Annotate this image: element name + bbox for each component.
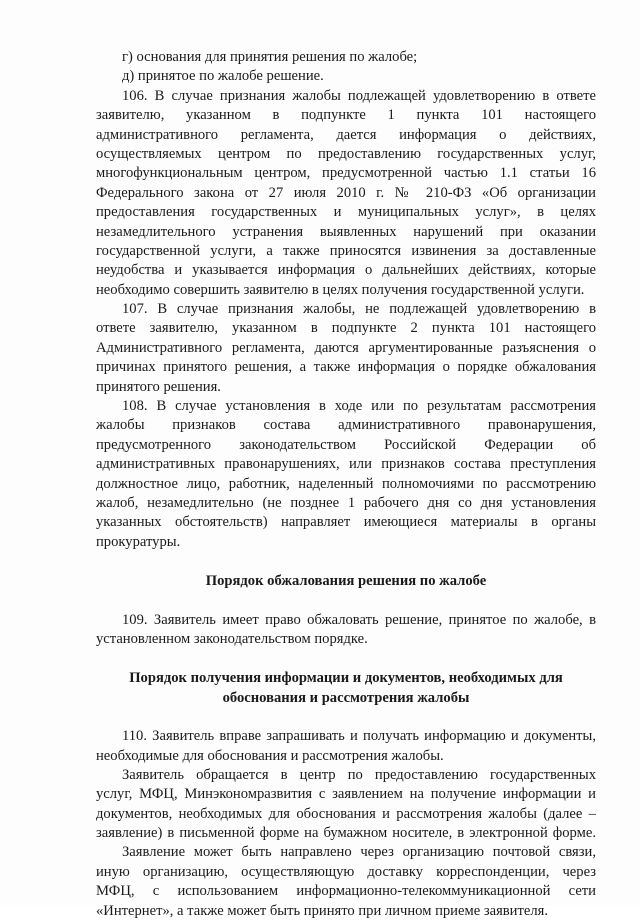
p108-line: жалоб, незамедлительно (не позднее 1 рабочего дня со дня установления [96,494,596,511]
p110c-line: Заявление может быть направлено через организацию почтовой связи, [122,844,596,861]
section-heading-info-line2: обоснования и рассмотрения жалобы [222,689,470,706]
paragraph-109 [96,611,596,650]
p108-line: прокуратуры. [96,533,181,550]
p108-line: должностное лицо, работник, наделенный полномочиями по рассмотрению [96,475,596,492]
p107-line: Административного регламента, даются аргументированные разъяснения о [96,339,596,356]
paragraph-110b [96,766,596,844]
p110c-line: иную организацию, осуществляющую доставку корреспонденции, через [96,863,596,880]
p106-line: предоставления государственных и муниципальных услуг», в целях [96,204,596,221]
section-heading-appeal: Порядок обжалования решения по жалобе [205,573,487,590]
p106-line: государственной услуги, а также приносятся извинения за доставленные [96,242,596,259]
p108-line: жалобы признаков состава административного правонарушения, [96,417,596,434]
p110-line: 110. Заявитель вправе запрашивать и получать информацию и документы, [122,728,596,745]
p106-line: неудобства и указывается информация о дальнейших действиях, которые [96,262,596,279]
paragraph-107 [96,300,596,397]
document-body [96,48,596,921]
paragraph-106 [96,87,596,300]
spacer [96,592,596,611]
p107-line: 107. В случае признания жалобы, не подлежащей удовлетворению в [122,301,596,318]
p107-line: принятого решения. [96,378,221,395]
p108-line: 108. В случае установления в ходе или по результатам рассмотрения [122,398,596,415]
p106-line: незамедлительного устранения выявленных нарушений при оказании [96,223,596,240]
p110c-line: «Интернет», а также может быть принято при личном приеме заявителя. [96,902,548,919]
p106-line: Федерального закона от 27 июля 2010 г. № 210-ФЗ «Об организации [96,184,596,201]
p110-line: необходимые для обоснования и рассмотрения жалобы. [96,747,444,764]
p110b-line: услуг, МФЦ, Минэкономразвития с заявлением на получение информации и [96,786,596,803]
p108-line: предусмотренного законодательством Российской Федерации об [96,436,596,453]
paragraph-110 [96,727,596,766]
spacer [96,649,596,669]
p107-line: причинах принятого решения, а также информация о порядке обжалования [96,359,596,376]
p110b-line: документов, необходимых для обоснования и рассмотрения жалобы (далее – [96,805,596,822]
p109-line: установленном законодательством порядке. [96,630,368,647]
p108-line: административных правонарушениях, или признаков состава преступления [96,456,596,473]
p106-line: многофункциональным центром, предусмотренной частью 1.1 статьи 16 [96,165,596,182]
spacer [96,708,596,727]
p108-line: указанных обстоятельств) направляет имеющиеся материалы в органы [96,514,596,531]
p106-line: административного регламента, дается информация о действиях, [96,126,596,143]
list-item-g: г) основания для принятия решения по жалобе; [122,49,418,65]
list-item-d: д) принятое по жалобе решение. [122,68,324,85]
p110b-line: Заявитель обращается в центр по предоставлению государственных [122,766,596,783]
section-heading-info: Порядок получения информации и документов, необходимых для [129,670,563,687]
spacer [96,552,596,572]
paragraph-108 [96,397,596,552]
p106-line: необходимо совершить заявителю в целях получения государственной услуги. [96,281,585,298]
paragraph-110c [96,843,596,921]
p106-line: 106. В случае признания жалобы подлежащей удовлетворению в ответе [122,87,596,104]
p106-line: осуществляемых центром по предоставлению государственных услуг, [96,145,596,162]
p106-line: заявителю, указанном в подпункте 1 пункта 101 настоящего [96,107,596,124]
p110b-line: заявление) в письменной форме на бумажном носителе, в электронной форме. [96,825,596,842]
p109-line: 109. Заявитель имеет право обжаловать решение, принятое по жалобе, в [122,611,596,628]
p110c-line: МФЦ, с использованием информационно-телекоммуникационной сети [96,883,596,900]
p107-line: ответе заявителю, указанном в подпункте 2 пункта 101 настоящего [96,320,596,337]
